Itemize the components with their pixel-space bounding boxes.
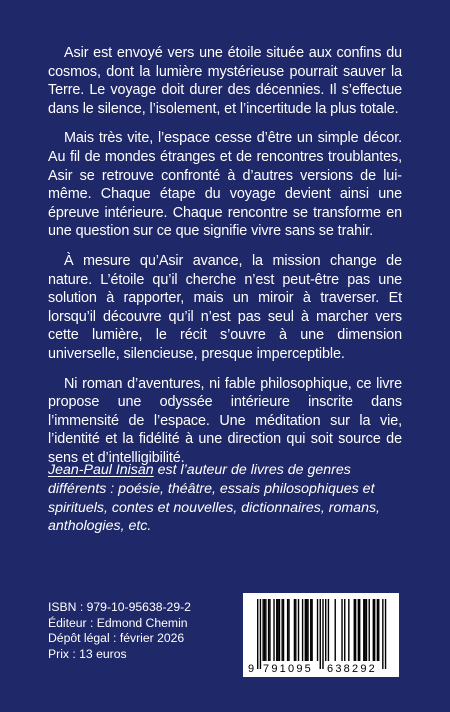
barcode-bar [373,599,374,661]
price-line: Prix : 13 euros [48,646,127,661]
barcode-bar [311,599,312,661]
barcode-bar [355,599,356,661]
barcode-bar [269,599,270,661]
barcode-bar [268,599,269,661]
barcode-bar [310,599,311,661]
barcode-bar [317,599,318,661]
barcode-bar [305,599,306,661]
barcode-bar [287,599,288,661]
isbn-line: ISBN : 979-10-95638-29-2 [48,600,191,614]
barcode-bar [378,599,379,661]
summary-paragraph-4: Ni roman d’aventures, ni fable philosophique, ce livre propose une odyssée intérieure inscrite dans l’immensité de l’espace. Une méditation sur la vie, l’identité et la fidélité à une direction qui soit source de sens et d’intelligibilité. [48,375,402,466]
isbn-barcode [243,593,399,677]
barcode-bar [320,599,321,669]
barcode-bar [260,599,261,669]
barcode-bar [363,599,364,661]
barcode-bar [344,599,345,661]
barcode-bar [328,599,329,661]
author-bio [48,461,406,536]
barcode-bar [276,599,277,661]
barcode-bar [298,599,299,661]
barcode-bar [273,599,274,661]
barcode-bar [307,599,308,661]
barcode-bar [341,599,342,661]
barcode-bar [264,599,265,661]
barcode-bar [306,599,307,661]
publisher-line: Éditeur : Edmond Chemin [48,615,188,630]
barcode-bar [359,599,360,661]
barcode-graphic [243,593,399,677]
barcode-bar [348,599,349,661]
publication-info [48,600,191,662]
barcode-bar [283,599,284,661]
summary-paragraph-3: À mesure qu’Asir avance, la mission change de nature. L’étoile qu’il cherche n’est peut-être pas une solution à rapporter, mais un miroir à traverser. Et lorsqu’il découvre qu’il n’est pas seul à marcher vers cette lumière, le récit s’ouvre à une dimension universelle, silencieuse, presque imperceptible. [48,252,402,362]
barcode-bar [374,599,375,661]
barcode-bar [354,599,355,661]
barcode-bar [294,599,295,661]
barcode-bar [288,599,289,661]
barcode-bar [366,599,367,661]
legal-deposit-line: Dépôt légal : février 2026 [48,631,185,646]
barcode-digit-first: 9 [248,663,255,675]
summary-paragraph-1: Asir est envoyé vers une étoile située aux confins du cosmos, dont la lumière mystérieuse pourrait sauver la Terre. Le voyage doit durer des décennies. Il s’effectue dans le silence, l’isolement, et l’incertitude la plus totale. [48,45,402,117]
author-bio-text: est l’auteur de livres de genres différents : poésie, théâtre, essais philosophiques et spirituels, contes et nouvelles, dictionnaires, romans, anthologies, etc. [48,462,380,535]
barcode-bar [302,599,303,661]
barcode-bar [257,599,258,669]
barcode-bar [262,599,263,661]
barcode-digits-right: 638292 [327,663,377,675]
barcode-bar [382,599,383,669]
barcode-bar [325,599,326,661]
summary-text [48,44,402,478]
barcode-bar [335,599,336,661]
barcode-bar [277,599,278,661]
barcode-digits-left: 791095 [263,663,313,675]
summary-paragraph-2: Mais très vite, l’espace cesse d’être un simple décor. Au fil de mondes étranges et de rencontres troublantes, Asir se retrouve confronté à d’autres versions de lui-même. Chaque étape du voyage devient ainsi une épreuve intérieure. Chaque rencontre se transforme en une question sur ce que signifie vivre sans se trahir. [48,130,402,240]
barcode-bar [385,599,386,669]
barcode-bar [295,599,296,661]
barcode-bar [279,599,280,661]
barcode-bar [369,599,370,661]
barcode-bar [377,599,378,661]
barcode-bar [364,599,365,661]
barcode-bar [358,599,359,661]
barcode-bars [257,599,386,669]
barcode-bar [281,599,282,661]
barcode-bar [265,599,266,661]
author-name: Jean-Paul Inisan [48,462,154,478]
barcode-bar [322,599,323,669]
